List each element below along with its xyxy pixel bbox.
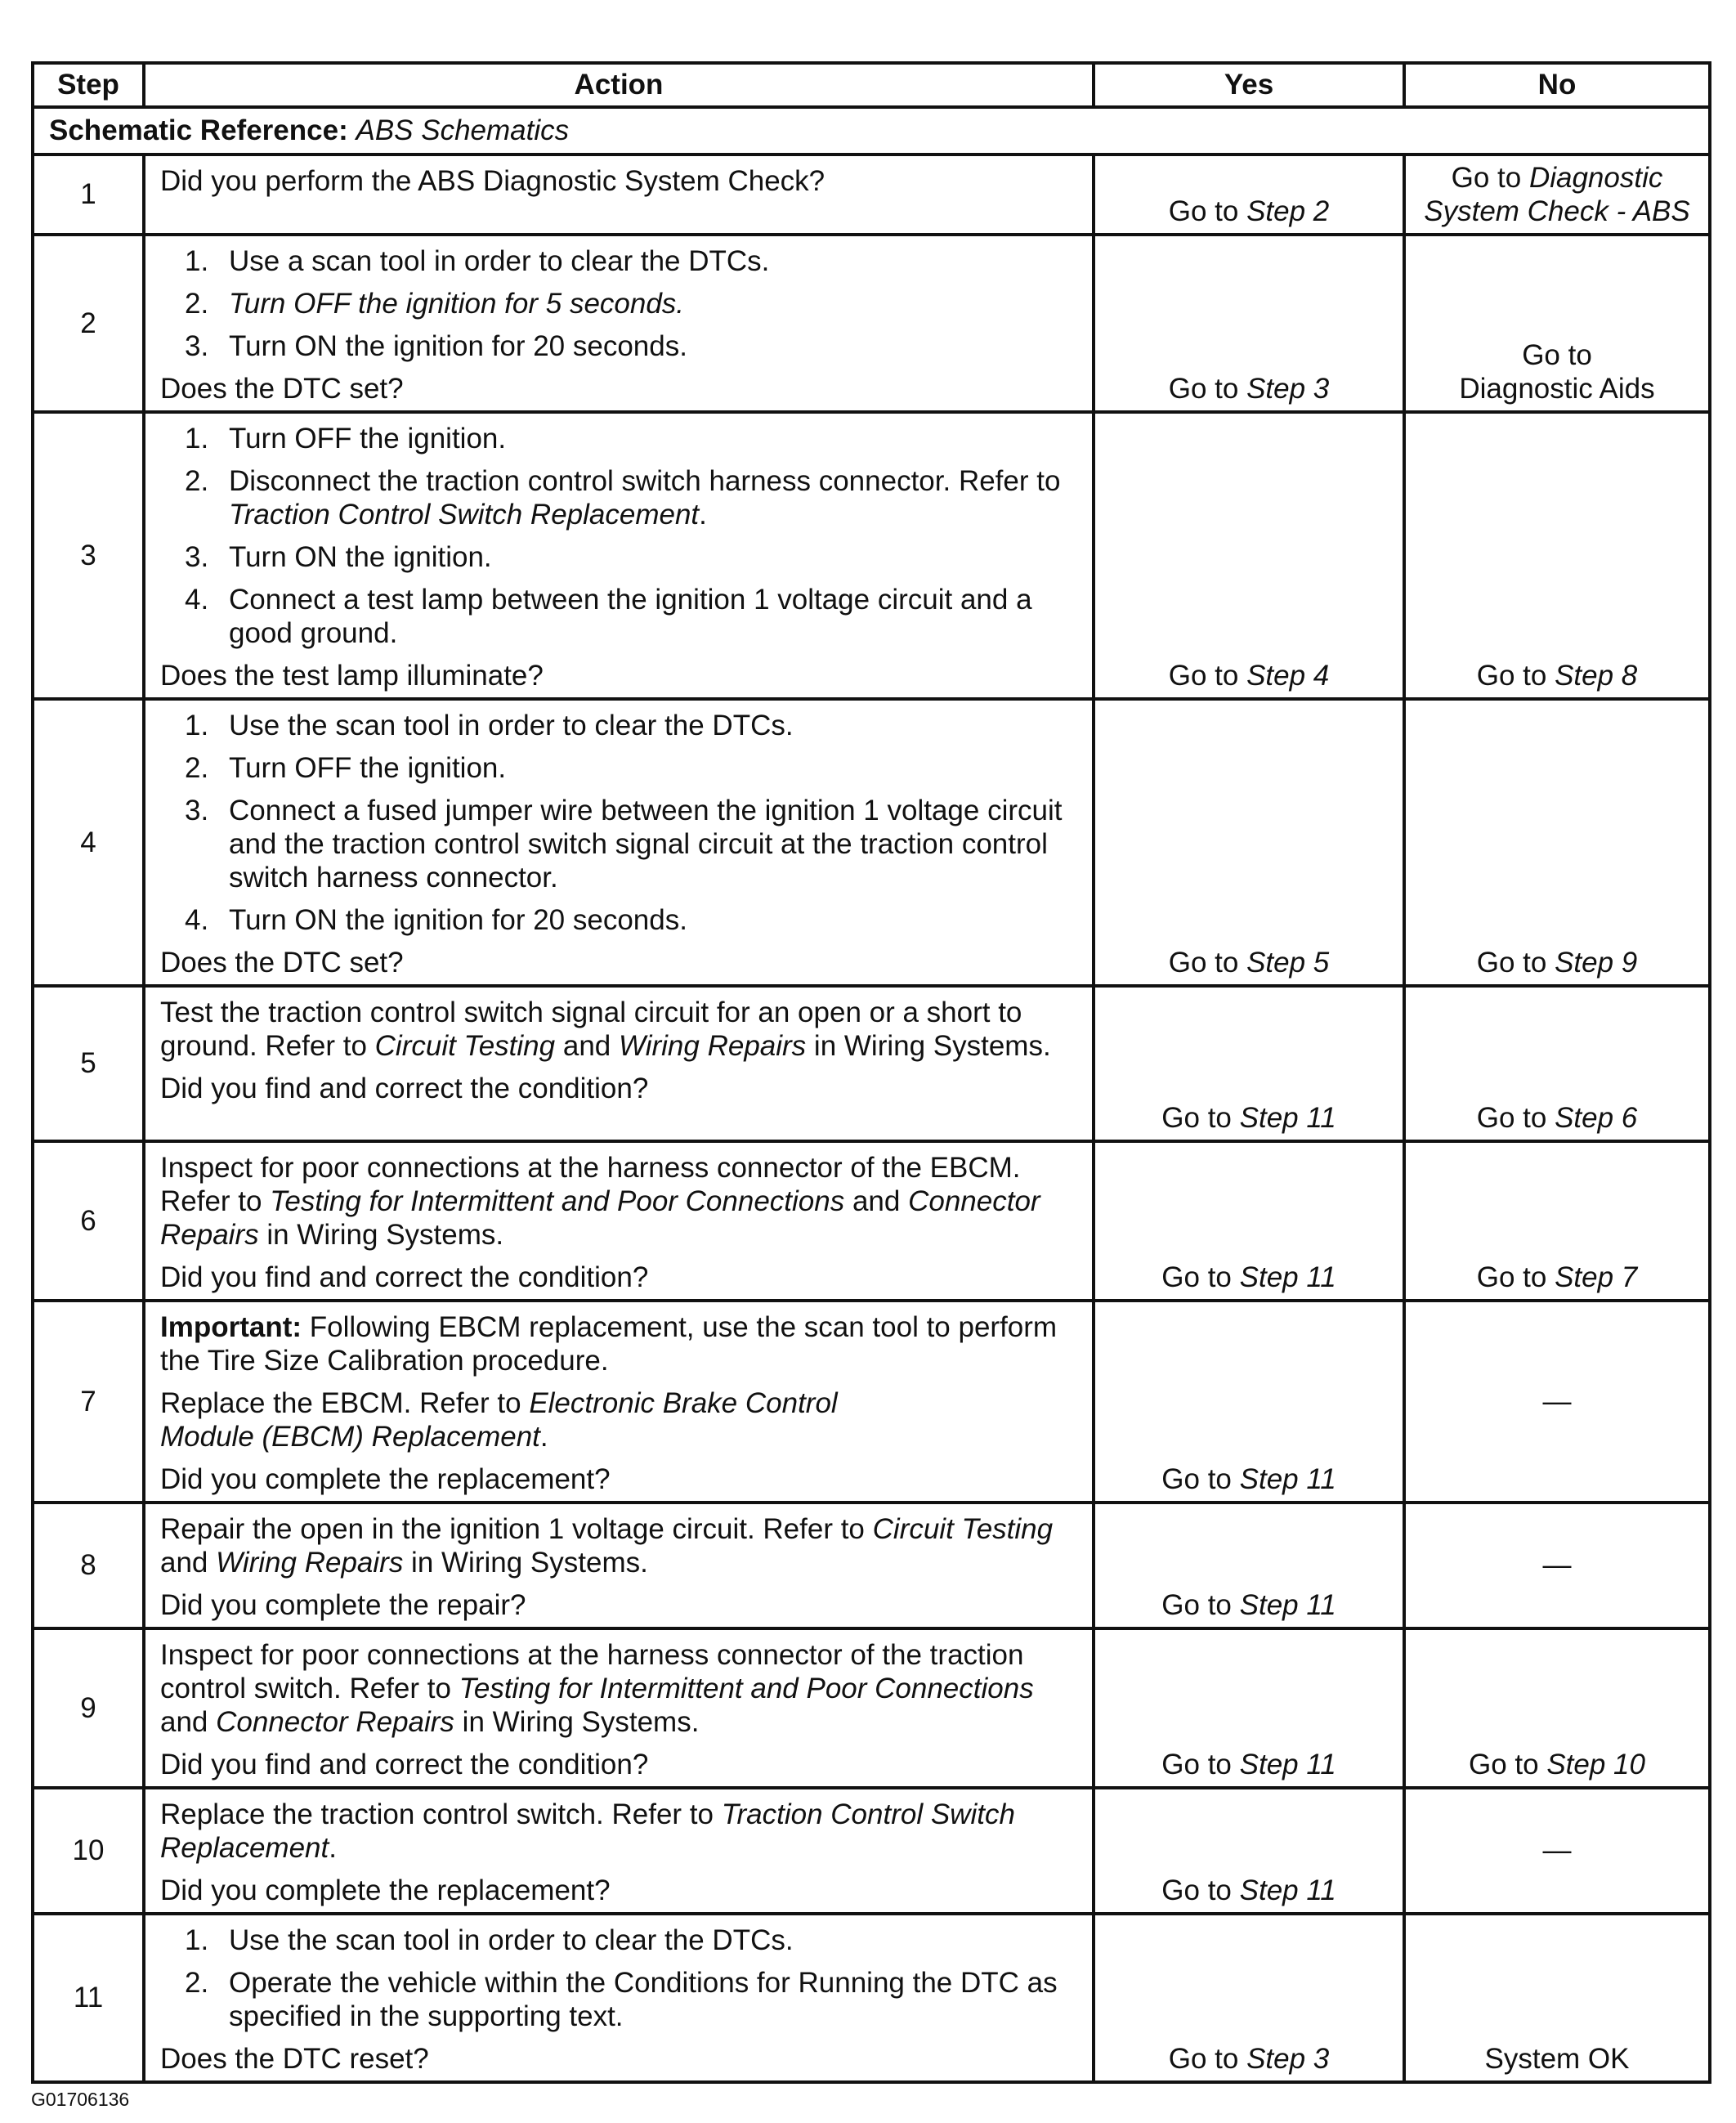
item-number: 4.: [185, 584, 209, 616]
yes-cell: [1094, 1141, 1404, 1301]
header-action: Action: [144, 63, 1094, 107]
action-question: Did you perform the ABS Diagnostic System Check?: [160, 165, 825, 197]
yes-step-link: Step 4: [1246, 660, 1330, 692]
item-number: 1.: [185, 245, 209, 277]
no-cell: —: [1404, 1301, 1710, 1503]
no-cell: [1404, 235, 1710, 412]
text: in Wiring Systems.: [403, 1547, 648, 1579]
item-number: 2.: [185, 752, 209, 784]
item-number: 3.: [185, 541, 209, 573]
no-text: Go to: [1476, 947, 1555, 979]
no-cell: [1404, 986, 1710, 1141]
schematic-label: Schematic Reference:: [49, 114, 348, 146]
reference-link: Testing for Intermittent and Poor Connections: [270, 1185, 845, 1217]
yes-step-link: Step 11: [1239, 1749, 1336, 1780]
yes-text: Go to: [1161, 1261, 1240, 1293]
table-row: [33, 1628, 1710, 1788]
item-text: Connect a test lamp between the ignition 1 voltage circuit and a good ground.: [229, 584, 1032, 649]
yes-text: Go to: [1161, 1874, 1240, 1906]
text: in Wiring Systems.: [258, 1219, 504, 1251]
action-cell: [144, 1914, 1094, 2082]
text: Test the traction control switch signal circuit for an open or a short to ground. Refer to: [160, 997, 1022, 1062]
action-cell: [144, 1788, 1094, 1914]
text: Replace the traction control switch. Refer to: [160, 1798, 722, 1830]
table-row: [33, 412, 1710, 699]
no-text-2: Diagnostic Aids: [1459, 373, 1655, 405]
action-cell: [144, 699, 1094, 986]
diagnostic-table: [31, 61, 1711, 2084]
action-item: [160, 583, 1081, 650]
step-number: 8: [33, 1503, 144, 1628]
yes-step-link: Step 5: [1246, 947, 1330, 979]
action-cell: [144, 1628, 1094, 1788]
item-text: Operate the vehicle within the Conditions for Running the DTC as specified in the supporting text.: [229, 1967, 1058, 2032]
reference-link: Testing for Intermittent and Poor Connections: [459, 1673, 1034, 1704]
table-row: [33, 1141, 1710, 1301]
yes-text: Go to: [1168, 947, 1247, 979]
text: Inspect for poor connections at the harness connector of the EBCM. Refer to: [160, 1152, 1021, 1217]
step-number: 11: [33, 1914, 144, 2082]
table-row: [33, 1788, 1710, 1914]
action-question: Did you complete the replacement?: [160, 1463, 611, 1495]
yes-text: Go to: [1161, 1749, 1240, 1780]
reference-link: Wiring Repairs: [216, 1547, 404, 1579]
header-step: Step: [33, 63, 144, 107]
item-number: 1.: [185, 710, 209, 741]
yes-text: Go to: [1168, 660, 1247, 692]
item-number: 2.: [185, 1967, 209, 1999]
schematic-reference: [33, 107, 1710, 155]
action-question: Did you complete the repair?: [160, 1589, 526, 1621]
yes-cell: [1094, 235, 1404, 412]
item-text: Turn OFF the ignition.: [229, 423, 507, 455]
important-text: Following EBCM replacement, use the scan tool to perform the Tire Size Calibration procedure.: [160, 1311, 1058, 1377]
action-question: Did you find and correct the condition?: [160, 1261, 649, 1293]
reference-link: Circuit Testing: [872, 1513, 1054, 1545]
no-text: Go to: [1476, 1261, 1555, 1293]
step-number: 1: [33, 155, 144, 235]
action-question: Did you find and correct the condition?: [160, 1749, 649, 1780]
action-cell: [144, 412, 1094, 699]
item-text: Turn OFF the ignition.: [229, 752, 507, 784]
item-number: 3.: [185, 330, 209, 362]
no-text: Go to: [1469, 1749, 1547, 1780]
yes-cell: [1094, 155, 1404, 235]
item-number: 3.: [185, 795, 209, 826]
yes-cell: [1094, 1788, 1404, 1914]
action-question: Does the DTC set?: [160, 373, 404, 405]
item-text: Turn OFF the ignition for 5 seconds.: [229, 288, 685, 320]
table-row: [33, 986, 1710, 1141]
action-cell: [144, 1141, 1094, 1301]
text: Repair the open in the ignition 1 voltage circuit. Refer to: [160, 1513, 873, 1545]
reference-link: Traction Control Switch Replacement: [160, 1798, 1015, 1864]
table-row: [33, 1914, 1710, 2082]
text: in Wiring Systems.: [806, 1030, 1051, 1062]
yes-text: Go to: [1168, 195, 1247, 227]
yes-step-link: Step 3: [1246, 373, 1330, 405]
reference-link: Circuit Testing: [374, 1030, 556, 1062]
yes-cell: [1094, 1503, 1404, 1628]
action-text: [160, 996, 1081, 1063]
text: in Wiring Systems.: [454, 1706, 700, 1738]
yes-text: Go to: [1168, 2043, 1247, 2075]
yes-text: Go to: [1161, 1589, 1240, 1621]
table-row: [33, 1301, 1710, 1503]
action-item: [160, 329, 1081, 363]
action-item: [160, 244, 1081, 278]
action-question: Does the DTC reset?: [160, 2043, 429, 2075]
text: and: [160, 1547, 217, 1579]
no-step-link-2: System Check - ABS: [1424, 195, 1690, 227]
item-number: 2.: [185, 288, 209, 320]
no-cell: —: [1404, 1788, 1710, 1914]
yes-step-link: Step 11: [1239, 1589, 1336, 1621]
item-text: Connect a fused jumper wire between the ignition 1 voltage circuit and the traction control switch signal circuit at the traction control switch harness connector.: [229, 795, 1063, 894]
action-item: [160, 422, 1081, 455]
action-cell: [144, 1503, 1094, 1628]
action-question: Did you complete the replacement?: [160, 1874, 611, 1906]
no-text: Go to: [1476, 660, 1555, 692]
schematic-link: ABS Schematics: [356, 114, 570, 146]
action-question: Did you find and correct the condition?: [160, 1073, 649, 1104]
action-item: [160, 751, 1081, 785]
reference-link: Electronic Brake Control Module (EBCM) Replacement: [160, 1387, 838, 1453]
action-text: Replace the traction control switch. Refer to Traction Control Switch Replacement.: [160, 1798, 1015, 1864]
action-text: [160, 1512, 1081, 1579]
step-number: 7: [33, 1301, 144, 1503]
reference-link: Wiring Repairs: [618, 1030, 807, 1062]
reference-link: Connector Repairs: [216, 1706, 454, 1738]
action-item: [160, 903, 1081, 937]
action-cell: [144, 986, 1094, 1141]
yes-step-link: Step 2: [1246, 195, 1330, 227]
yes-cell: [1094, 1628, 1404, 1788]
yes-step-link: Step 3: [1246, 2043, 1330, 2075]
table-row: [33, 235, 1710, 412]
item-text: Disconnect the traction control switch harness connector. Refer to: [229, 465, 1061, 497]
no-cell: System OK: [1404, 1914, 1710, 2082]
item-text: Use the scan tool in order to clear the DTCs.: [229, 1924, 794, 1956]
yes-cell: [1094, 986, 1404, 1141]
table-row: [33, 699, 1710, 986]
yes-cell: [1094, 1301, 1404, 1503]
important-label: Important:: [160, 1311, 302, 1343]
no-cell: —: [1404, 1503, 1710, 1628]
no-cell: [1404, 699, 1710, 986]
step-number: 6: [33, 1141, 144, 1301]
no-step-link: Step 8: [1555, 660, 1638, 692]
no-step-link: Step 10: [1546, 1749, 1645, 1780]
no-text: Go to: [1522, 339, 1592, 371]
yes-cell: [1094, 412, 1404, 699]
item-number: 4.: [185, 904, 209, 936]
header-yes: Yes: [1094, 63, 1404, 107]
item-text: Use the scan tool in order to clear the DTCs.: [229, 710, 794, 741]
no-text: Go to: [1476, 1102, 1555, 1134]
step-number: 5: [33, 986, 144, 1141]
yes-text: Go to: [1161, 1463, 1240, 1495]
yes-step-link: Step 11: [1239, 1261, 1336, 1293]
text: and: [160, 1706, 217, 1738]
text: and: [555, 1030, 619, 1062]
yes-text: Go to: [1161, 1102, 1240, 1134]
step-number: 9: [33, 1628, 144, 1788]
action-item: [160, 1924, 1081, 1957]
action-item: [160, 540, 1081, 574]
action-cell: [144, 1301, 1094, 1503]
action-text: [160, 1151, 1081, 1252]
yes-cell: [1094, 699, 1404, 986]
item-number: 1.: [185, 1924, 209, 1956]
action-cell: [144, 235, 1094, 412]
action-question: Does the DTC set?: [160, 947, 404, 979]
step-number: 3: [33, 412, 144, 699]
action-item: [160, 794, 1081, 894]
step-number: 2: [33, 235, 144, 412]
no-cell: [1404, 1628, 1710, 1788]
important-note: [160, 1310, 1081, 1377]
text: Replace the EBCM. Refer to: [160, 1387, 530, 1419]
no-step-link: Step 7: [1555, 1261, 1638, 1293]
reference-link: Traction Control Switch Replacement: [229, 499, 700, 531]
yes-cell: [1094, 1914, 1404, 2082]
no-step-link: Step 6: [1555, 1102, 1638, 1134]
action-item: [160, 287, 1081, 320]
item-text: Use a scan tool in order to clear the DTCs.: [229, 245, 770, 277]
no-text: Go to: [1451, 162, 1529, 194]
action-item: [160, 709, 1081, 742]
header-row: [33, 63, 1710, 107]
figure-id: G01706136: [31, 2089, 130, 2110]
yes-text: Go to: [1168, 373, 1247, 405]
yes-step-link: Step 11: [1239, 1463, 1336, 1495]
action-text: Replace the EBCM. Refer to Electronic Brake Control Module (EBCM) Replacement.: [160, 1387, 838, 1453]
action-item: 2. Disconnect the traction control switch harness connector. Refer to Traction Control Switch Replacement.: [185, 465, 1061, 531]
schematic-row: [33, 107, 1710, 155]
action-text: [160, 1638, 1081, 1739]
no-cell: [1404, 1141, 1710, 1301]
step-number: 10: [33, 1788, 144, 1914]
yes-step-link: Step 11: [1239, 1874, 1336, 1906]
step-number: 4: [33, 699, 144, 986]
no-step-link: Diagnostic: [1528, 162, 1663, 194]
text: Inspect for poor connections at the harness connector of the traction control switch. Refer to: [160, 1639, 1024, 1704]
header-no: No: [1404, 63, 1710, 107]
yes-step-link: Step 11: [1239, 1102, 1336, 1134]
item-text: Turn ON the ignition for 20 seconds.: [229, 904, 687, 936]
action-question: Does the test lamp illuminate?: [160, 660, 544, 692]
action-item: [160, 1966, 1081, 2033]
item-text: Turn ON the ignition.: [229, 541, 492, 573]
text: and: [844, 1185, 909, 1217]
item-number: 1.: [185, 423, 209, 455]
reference-link: Connector Repairs: [160, 1185, 1040, 1251]
no-cell: [1404, 412, 1710, 699]
item-number: 2.: [185, 465, 209, 497]
no-step-link: Step 9: [1555, 947, 1638, 979]
item-text: Turn ON the ignition for 20 seconds.: [229, 330, 687, 362]
table-row: [33, 1503, 1710, 1628]
no-cell: [1404, 155, 1710, 235]
table-row: [33, 155, 1710, 235]
action-cell: [144, 155, 1094, 235]
